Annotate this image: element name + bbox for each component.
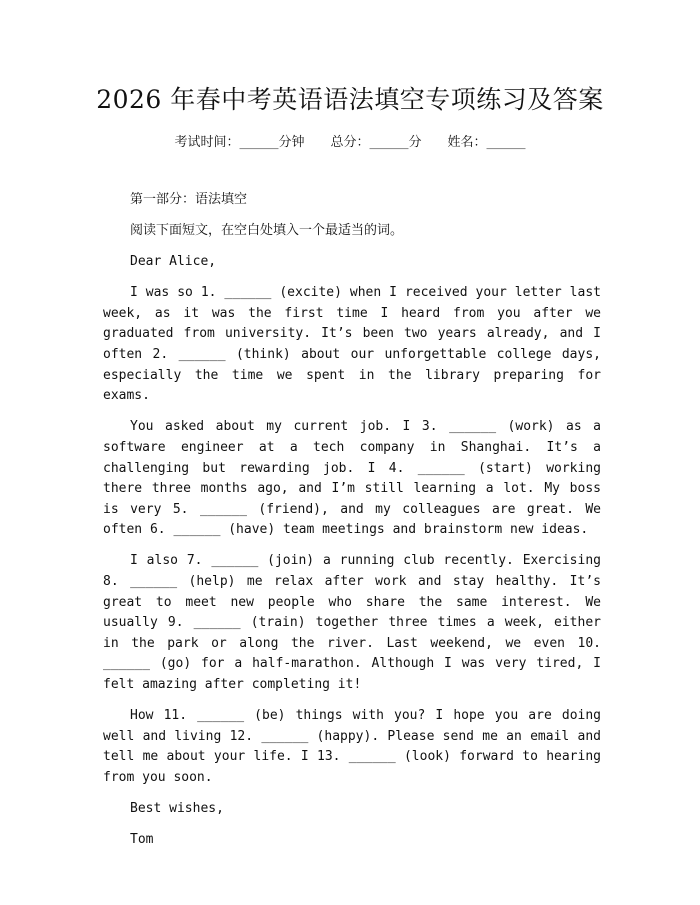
document-body (103, 190, 601, 861)
letter-paragraph-2: You asked about my current job. I 3. ______ (work) as a software engineer at a tech company in Shanghai. It’s a challenging but rewarding job. I 4. ______ (start) working there three months ago, and I’m still learning a lot. My boss is very 5. ______ (friend), and my colleagues are great. We often 6. ______ (have) team meetings and brainstorm new ideas. (103, 419, 601, 538)
letter-greeting: Dear Alice, (130, 254, 217, 270)
letter-signature: Tom (130, 832, 154, 848)
total-score-label: 总分：______分 (330, 135, 422, 150)
instruction-text: 阅读下面短文，在空白处填入一个最适当的词。 (130, 223, 404, 239)
letter-paragraph-3: I also 7. ______ (join) a running club recently. Exercising 8. ______ (help) me relax after work and stay healthy. It’s great to meet new people who share the same interest. We usually 9. ______ (train) together three times a week, either in the park or along the river. Last weekend, we even 10. ______ (go) for a half-marathon. Although I was very tired, I felt amazing after completing it! (103, 553, 601, 692)
letter-paragraph-4: How 11. ______ (be) things with you? I hope you are doing well and living 12. ______ (happy). Please send me an email and tell me about your life. I 13. ______ (look) forward to hearing from you soon. (103, 708, 601, 785)
section-heading: 第一部分：语法填空 (130, 192, 248, 207)
exam-meta (0, 131, 700, 150)
exam-time-label: 考试时间：______分钟 (174, 135, 305, 150)
letter-closing: Best wishes, (130, 800, 224, 816)
student-name-label: 姓名：______ (447, 135, 526, 150)
document-title: 2026 年春中考英语语法填空专项练习及答案 (96, 85, 604, 114)
letter-paragraph-1: I was so 1. ______ (excite) when I received your letter last week, as it was the first time I heard from you after we graduated from university. It’s been two years already, and I often 2. ______ (think) about our unforgettable college days, especially the time we spent in the library preparing for exams. (103, 285, 601, 404)
